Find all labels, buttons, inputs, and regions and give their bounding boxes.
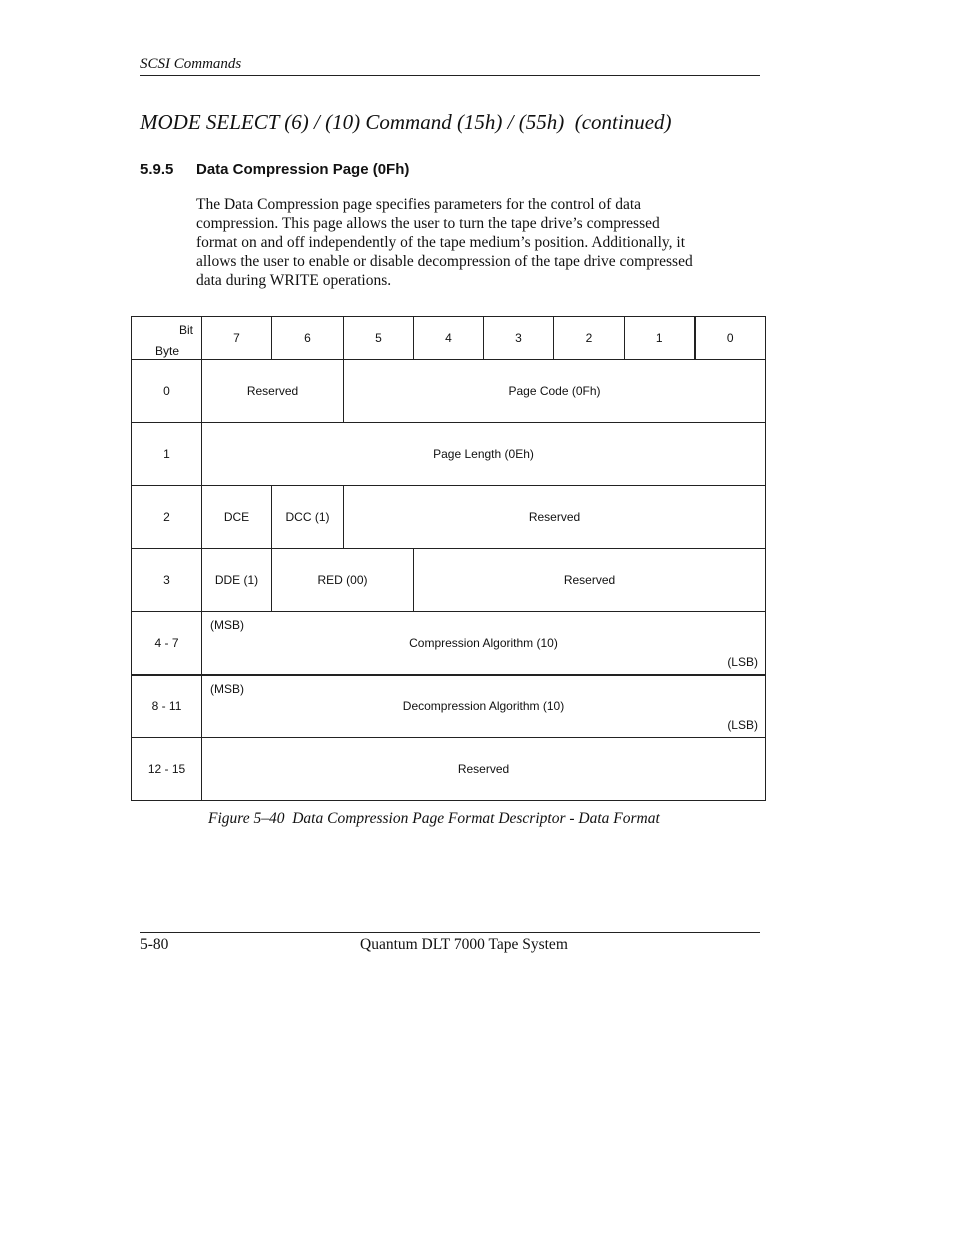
field-red: RED (00) bbox=[272, 549, 414, 612]
field-compression-algorithm bbox=[202, 612, 766, 675]
page-heading: MODE SELECT (6) / (10) Command (15h) / (55h) (continued) bbox=[140, 110, 672, 134]
body-paragraph bbox=[196, 195, 756, 290]
field-reserved: Reserved bbox=[202, 738, 766, 801]
byte-number: 4 - 7 bbox=[132, 612, 202, 675]
table-row bbox=[132, 486, 766, 549]
field-label: Compression Algorithm (10) bbox=[409, 635, 558, 650]
bit-label: Bit bbox=[178, 323, 193, 337]
byte-number: 0 bbox=[132, 360, 202, 423]
footer-product-title: Quantum DLT 7000 Tape System bbox=[360, 936, 568, 953]
body-line: The Data Compression page specifies parameters for the control of data bbox=[196, 196, 642, 213]
table-row bbox=[132, 360, 766, 423]
body-line: allows the user to enable or disable decompression of the tape drive compressed bbox=[196, 253, 693, 270]
bit-7-header: 7 bbox=[202, 317, 272, 360]
bit-4-header: 4 bbox=[414, 317, 484, 360]
byte-number: 1 bbox=[132, 423, 202, 486]
table-row bbox=[132, 675, 766, 738]
bit-5-header: 5 bbox=[344, 317, 414, 360]
field-reserved: Reserved bbox=[414, 549, 766, 612]
bit-header-row bbox=[132, 317, 766, 360]
bit-1-header: 1 bbox=[625, 317, 695, 360]
bit-byte-corner bbox=[132, 317, 202, 360]
data-format-table bbox=[131, 316, 766, 801]
section-number: 5.9.5 bbox=[140, 161, 174, 178]
field-label: Decompression Algorithm (10) bbox=[402, 699, 565, 714]
field-page-length: Page Length (0Eh) bbox=[202, 423, 766, 486]
msb-label: (MSB) bbox=[210, 681, 244, 696]
table-row bbox=[132, 549, 766, 612]
field-dcc: DCC (1) bbox=[272, 486, 344, 549]
table-row bbox=[132, 423, 766, 486]
field-page-code: Page Code (0Fh) bbox=[344, 360, 766, 423]
byte-number: 12 - 15 bbox=[132, 738, 202, 801]
running-header: SCSI Commands bbox=[140, 56, 760, 76]
body-line: data during WRITE operations. bbox=[196, 272, 392, 289]
page-number: 5-80 bbox=[140, 936, 169, 953]
bit-0-header: 0 bbox=[695, 317, 766, 360]
bit-3-header: 3 bbox=[484, 317, 554, 360]
byte-label: Byte bbox=[155, 344, 180, 358]
field-dce: DCE bbox=[202, 486, 272, 549]
byte-number: 3 bbox=[132, 549, 202, 612]
field-reserved: Reserved bbox=[344, 486, 766, 549]
table-row bbox=[132, 738, 766, 801]
field-dde: DDE (1) bbox=[202, 549, 272, 612]
byte-number: 2 bbox=[132, 486, 202, 549]
lsb-label: (LSB) bbox=[727, 718, 758, 732]
field-reserved: Reserved bbox=[202, 360, 344, 423]
bit-6-header: 6 bbox=[272, 317, 344, 360]
section-heading bbox=[140, 161, 409, 178]
section-title: Data Compression Page (0Fh) bbox=[196, 161, 410, 178]
bit-2-header: 2 bbox=[554, 317, 625, 360]
body-line: compression. This page allows the user to turn the tape drive’s compressed bbox=[196, 215, 660, 232]
byte-number: 8 - 11 bbox=[132, 675, 202, 738]
lsb-label: (LSB) bbox=[727, 654, 758, 669]
table-row bbox=[132, 612, 766, 675]
figure-caption: Figure 5–40 Data Compression Page Format Descriptor - Data Format bbox=[208, 810, 660, 827]
body-line: format on and off independently of the tape medium’s position. Additionally, it bbox=[196, 234, 686, 251]
footer-divider bbox=[140, 932, 760, 933]
msb-label: (MSB) bbox=[210, 618, 244, 632]
field-decompression-algorithm bbox=[202, 675, 766, 738]
